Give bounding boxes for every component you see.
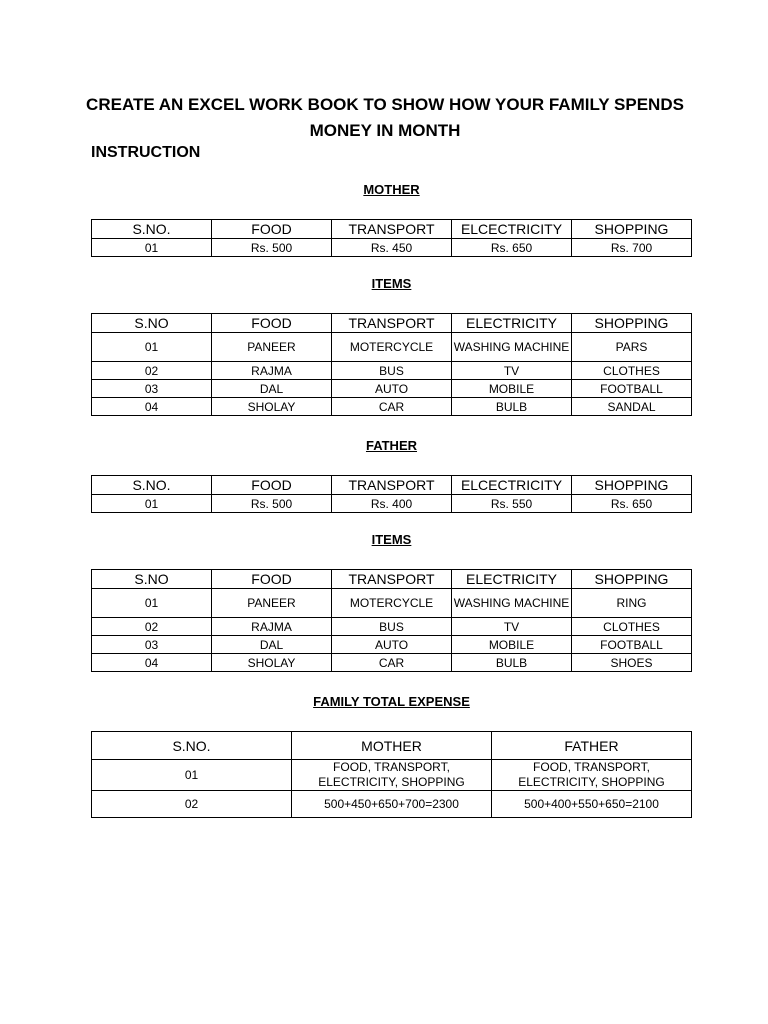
header-cell: TRANSPORT — [332, 476, 452, 495]
table-cell: TV — [452, 362, 572, 380]
header-cell: S.NO. — [92, 476, 212, 495]
instruction-label: INSTRUCTION — [91, 144, 201, 161]
table-cell: 500+450+650+700=2300 — [292, 791, 492, 818]
table-cell: FOOTBALL — [572, 636, 692, 654]
table-cell: Rs. 650 — [572, 495, 692, 513]
table-cell: 01 — [92, 239, 212, 257]
table-row — [92, 654, 692, 672]
table-cell: MOBILE — [452, 380, 572, 398]
header-cell: S.NO — [92, 570, 212, 589]
table-cell: PANEER — [212, 589, 332, 618]
table-cell: BULB — [452, 398, 572, 416]
father-items-table — [91, 569, 692, 672]
table-cell: 01 — [92, 589, 212, 618]
table-cell: TV — [452, 618, 572, 636]
table-cell: 02 — [92, 362, 212, 380]
table-cell: Rs. 450 — [332, 239, 452, 257]
header-cell: FOOD — [212, 314, 332, 333]
table-cell: 02 — [92, 618, 212, 636]
table-cell: CLOTHES — [572, 362, 692, 380]
table-cell: MOTERCYCLE — [332, 589, 452, 618]
table-cell: Rs. 700 — [572, 239, 692, 257]
table-cell: 04 — [92, 654, 212, 672]
table-cell: Rs. 500 — [212, 239, 332, 257]
header-cell: FOOD — [212, 476, 332, 495]
header-cell: TRANSPORT — [332, 314, 452, 333]
table-cell: CAR — [332, 398, 452, 416]
header-cell: ELECTRICITY — [452, 570, 572, 589]
table-row — [92, 333, 692, 362]
table-header-row — [92, 314, 692, 333]
table-cell: AUTO — [332, 636, 452, 654]
father-expense-table — [91, 475, 692, 513]
table-cell: SHOES — [572, 654, 692, 672]
table-cell: WASHING MACHINE — [452, 589, 572, 618]
table-cell: DAL — [212, 380, 332, 398]
table-header-row — [92, 476, 692, 495]
table-cell: Rs. 550 — [452, 495, 572, 513]
table-cell: RAJMA — [212, 362, 332, 380]
table-row — [92, 760, 692, 791]
page-title: CREATE AN EXCEL WORK BOOK TO SHOW HOW YOUR FAMILY SPENDS MONEY IN MONTH — [86, 95, 684, 140]
table-cell: 04 — [92, 398, 212, 416]
header-cell: SHOPPING — [572, 476, 692, 495]
header-cell: TRANSPORT — [332, 570, 452, 589]
table-header-row — [92, 732, 692, 760]
table-row — [92, 636, 692, 654]
table-cell: SANDAL — [572, 398, 692, 416]
table-cell: PANEER — [212, 333, 332, 362]
header-cell: S.NO. — [92, 220, 212, 239]
table-cell: MOTERCYCLE — [332, 333, 452, 362]
header-cell: SHOPPING — [572, 570, 692, 589]
table-row — [92, 398, 692, 416]
family-total-heading: FAMILY TOTAL EXPENSE — [313, 694, 470, 709]
father-heading: FATHER — [365, 438, 418, 453]
table-cell: 01 — [92, 495, 212, 513]
table-cell: DAL — [212, 636, 332, 654]
table-cell: Rs. 650 — [452, 239, 572, 257]
table-cell: CAR — [332, 654, 452, 672]
header-cell: MOTHER — [292, 732, 492, 760]
mother-expense-table — [91, 219, 692, 257]
table-row — [92, 495, 692, 513]
header-cell: FOOD — [212, 570, 332, 589]
table-row — [92, 791, 692, 818]
table-cell: FOOD, TRANSPORT, ELECTRICITY, SHOPPING — [492, 760, 692, 791]
table-row — [92, 589, 692, 618]
table-cell: FOOTBALL — [572, 380, 692, 398]
table-cell: Rs. 400 — [332, 495, 452, 513]
header-cell: S.NO — [92, 314, 212, 333]
header-cell: ELECTRICITY — [452, 314, 572, 333]
header-cell: TRANSPORT — [332, 220, 452, 239]
header-cell: ELCECTRICITY — [452, 476, 572, 495]
table-row — [92, 239, 692, 257]
table-cell: WASHING MACHINE — [452, 333, 572, 362]
table-row — [92, 380, 692, 398]
table-cell: PARS — [572, 333, 692, 362]
table-row — [92, 362, 692, 380]
table-cell: Rs. 500 — [212, 495, 332, 513]
table-row — [92, 618, 692, 636]
family-total-table — [91, 731, 692, 818]
table-cell: AUTO — [332, 380, 452, 398]
table-cell: RING — [572, 589, 692, 618]
mother-heading: MOTHER — [363, 182, 420, 197]
table-cell: BUS — [332, 618, 452, 636]
table-cell: BUS — [332, 362, 452, 380]
mother-items-table — [91, 313, 692, 416]
table-cell: CLOTHES — [572, 618, 692, 636]
header-cell: SHOPPING — [572, 314, 692, 333]
table-cell: 01 — [92, 760, 292, 791]
table-cell: 03 — [92, 636, 212, 654]
header-cell: FOOD — [212, 220, 332, 239]
table-cell: MOBILE — [452, 636, 572, 654]
father-items-heading: ITEMS — [371, 532, 412, 547]
table-cell: BULB — [452, 654, 572, 672]
header-cell: ELCECTRICITY — [452, 220, 572, 239]
table-cell: SHOLAY — [212, 398, 332, 416]
table-cell: 01 — [92, 333, 212, 362]
table-header-row — [92, 570, 692, 589]
table-cell: 500+400+550+650=2100 — [492, 791, 692, 818]
header-cell: S.NO. — [92, 732, 292, 760]
mother-items-heading: ITEMS — [371, 276, 412, 291]
table-cell: SHOLAY — [212, 654, 332, 672]
table-cell: 03 — [92, 380, 212, 398]
table-header-row — [92, 220, 692, 239]
table-cell: RAJMA — [212, 618, 332, 636]
header-cell: SHOPPING — [572, 220, 692, 239]
header-cell: FATHER — [492, 732, 692, 760]
table-cell: 02 — [92, 791, 292, 818]
table-cell: FOOD, TRANSPORT, ELECTRICITY, SHOPPING — [292, 760, 492, 791]
